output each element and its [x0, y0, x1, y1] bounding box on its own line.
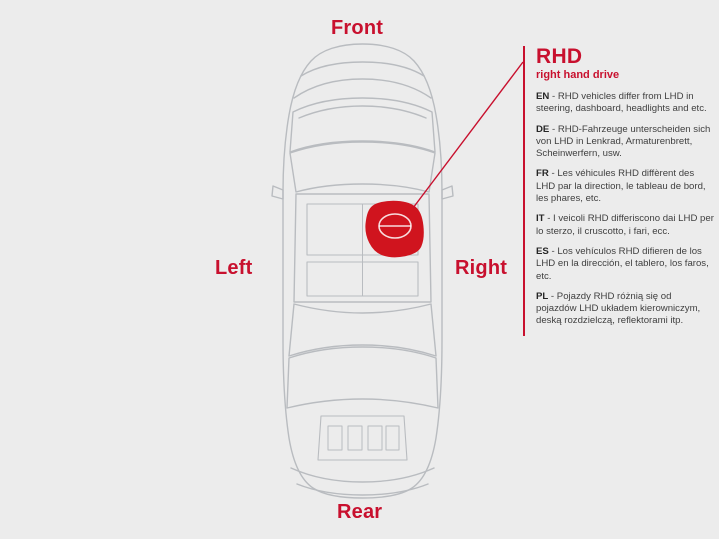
label-left: Left [215, 257, 253, 279]
lang-code-de: DE [536, 123, 550, 135]
label-front: Front [331, 17, 384, 39]
driver-seat-highlight [366, 201, 423, 256]
lang-text-es: - Los vehículos RHD difieren de los LHD en la dirección, el tablero, los faros, etc. [536, 245, 709, 282]
lang-text-fr: - Les véhicules RHD diffèrent des LHD par la direction, le tableau de bord, les phares, etc. [536, 168, 706, 205]
lang-text-en: - RHD vehicles differ from LHD in steering, dashboard, headlights and etc. [536, 91, 707, 115]
lang-block-fr [536, 168, 714, 205]
lang-code-en: EN [536, 91, 550, 102]
lang-code-es: ES [536, 245, 549, 257]
rhd-info-panel [523, 46, 714, 336]
lang-text-de: - RHD-Fahrzeuge unterscheiden sich von LHD in Lenkrad, Armaturenbrett, Scheinwerfern, usw. [536, 123, 711, 160]
label-right: Right [455, 257, 508, 279]
lang-block-de [536, 124, 714, 161]
lang-text-pl: - Pojazdy RHD różnią się od pojazdów LHD układem kierowniczym, deską rozdzielczą, reflektorami itp. [536, 290, 701, 327]
lang-code-it: IT [536, 213, 545, 225]
panel-title: RHD [536, 45, 583, 68]
label-rear: Rear [337, 501, 383, 523]
lang-text-it: - I veicoli RHD differiscono dai LHD per lo sterzo, il cruscotto, i fari, ecc. [536, 213, 714, 237]
lang-block-es [536, 246, 714, 283]
car-top-view [255, 40, 470, 500]
lang-code-pl: PL [536, 290, 549, 302]
lang-block-en [536, 91, 714, 116]
panel-subtitle: right hand drive [536, 69, 620, 81]
lang-code-fr: FR [536, 168, 549, 180]
language-descriptions [536, 91, 714, 328]
lang-block-it [536, 213, 714, 238]
lang-block-pl [536, 291, 714, 328]
